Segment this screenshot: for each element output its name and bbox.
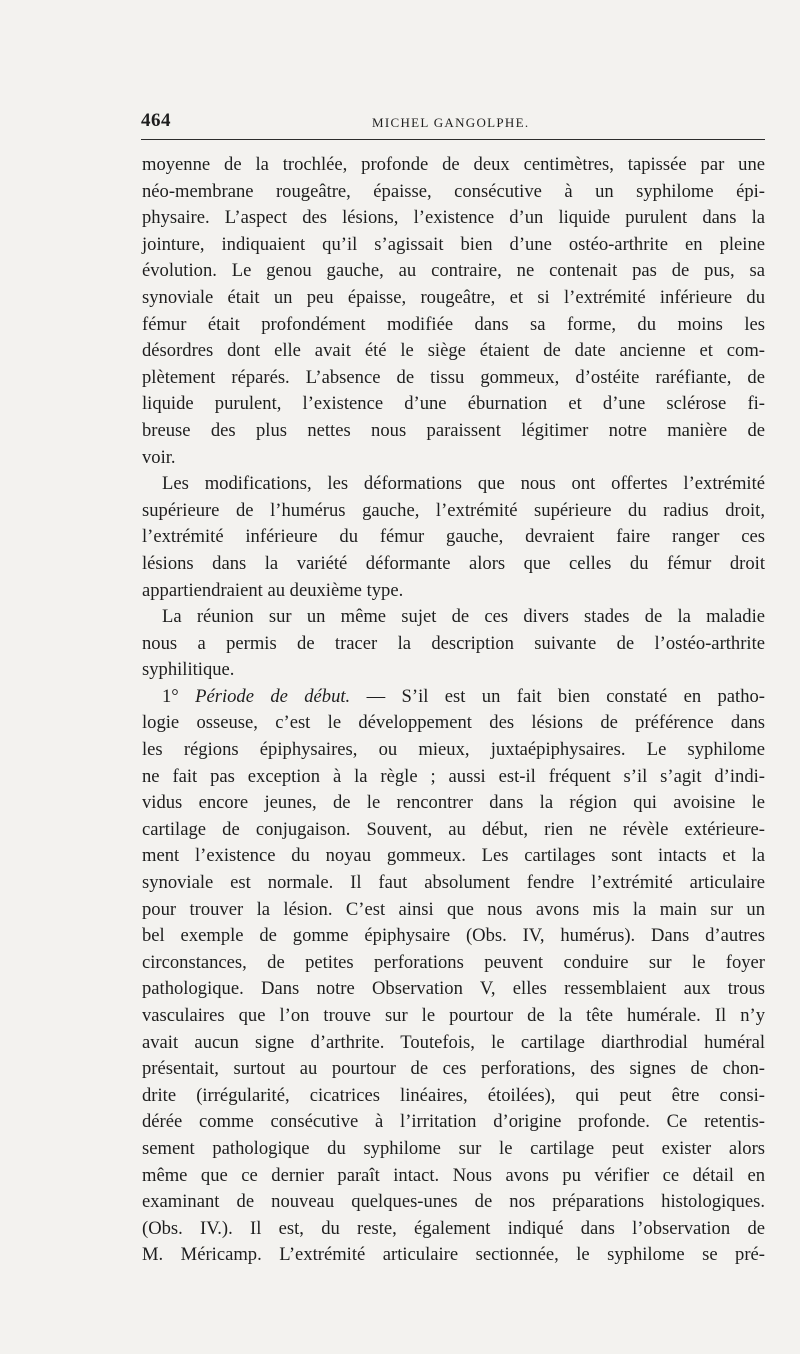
text-line	[142, 445, 765, 472]
text-line	[142, 631, 765, 658]
line-text: syphilitique.	[142, 659, 235, 681]
line-text: cartilage de conjugaison. Souvent, au début, rien ne révèle extérieure-	[142, 818, 765, 840]
text-line	[142, 312, 765, 339]
line-text: breuse des plus nettes nous paraissent légitimer notre manière de	[142, 419, 765, 441]
line-text: les régions épiphysaires, ou mieux, juxtaépiphysaires. Le syphilome	[142, 739, 765, 761]
text-line	[142, 1083, 765, 1110]
line-text: lésions dans la variété déformante alors que celles du fémur droit	[142, 552, 765, 574]
text-line	[142, 843, 765, 870]
line-text: vasculaires que l’on trouve sur le pourtour de la tête humérale. Il n’y	[142, 1005, 765, 1026]
line-text: bel exemple de gomme épiphysaire (Obs. IV, humérus). Dans d’autres	[142, 925, 765, 947]
text-line	[142, 684, 765, 711]
line-text: jointure, indiquaient qu’il s’agissait bien d’une ostéo-arthrite en pleine	[142, 233, 765, 255]
text-line	[142, 578, 765, 605]
line-text: drite (irrégularité, cicatrices linéaires, étoilées), qui peut être consi-	[142, 1084, 765, 1106]
line-text: vidus encore jeunes, de le rencontrer dans la région qui avoisine le	[142, 792, 765, 814]
text-line	[142, 1109, 765, 1136]
text-line	[142, 205, 765, 232]
text-line	[142, 365, 765, 392]
text-line	[142, 391, 765, 418]
line-text: M. Méricamp. L’extrémité articulaire sectionnée, le syphilome se pré-	[142, 1244, 765, 1266]
text-line	[142, 1163, 765, 1190]
line-text: présentait, surtout au pourtour de ces perforations, des signes de chon-	[142, 1058, 765, 1080]
line-text: supérieure de l’humérus gauche, l’extrémité supérieure du radius droit,	[142, 499, 765, 521]
text-line	[142, 1030, 765, 1057]
text-line	[142, 897, 765, 924]
text-line	[142, 657, 765, 684]
line-text: moyenne de la trochlée, profonde de deux centimètres, tapissée par une	[142, 154, 765, 175]
header-rule	[141, 139, 765, 140]
text-line	[142, 285, 765, 312]
page-header	[141, 104, 765, 134]
line-text: pour trouver la lésion. C’est ainsi que nous avons mis la main sur un	[142, 898, 765, 920]
text-line	[142, 950, 765, 977]
text-line	[142, 790, 765, 817]
line-text: synoviale est normale. Il faut absolument fendre l’extrémité articulaire	[142, 872, 765, 894]
line-text: même que ce dernier paraît intact. Nous avons pu vérifier ce détail en	[142, 1164, 765, 1186]
text-line	[142, 710, 765, 737]
line-text: (Obs. IV.). Il est, du reste, également indiqué dans l’observation de	[142, 1217, 765, 1239]
section-title: Période de début.	[195, 685, 351, 707]
line-text: voir.	[142, 446, 176, 468]
text-line	[142, 338, 765, 365]
text-line	[142, 817, 765, 844]
line-text: liquide purulent, l’existence d’une éburnation et d’une sclérose fi-	[142, 393, 765, 415]
text-line	[142, 764, 765, 791]
text-line	[142, 524, 765, 551]
text-line	[142, 232, 765, 259]
text-line	[142, 737, 765, 764]
line-text: désordres dont elle avait été le siège étaient de date ancienne et com-	[142, 340, 765, 362]
line-text: l’extrémité inférieure du fémur gauche, devraient faire ranger ces	[142, 526, 765, 548]
text-line	[142, 1242, 765, 1269]
text-line	[142, 604, 765, 631]
text-line	[142, 923, 765, 950]
line-text: synoviale était un peu épaisse, rougeâtre, et si l’extrémité inférieure du	[142, 286, 765, 308]
line-text: nous a permis de tracer la description suivante de l’ostéo-arthrite	[142, 632, 765, 654]
line-text: circonstances, de petites perforations peuvent conduire sur le foyer	[142, 951, 765, 973]
text-line	[142, 258, 765, 285]
line-text: examinant de nouveau quelques-unes de nos préparations histologiques.	[142, 1191, 765, 1213]
text-line	[142, 152, 765, 179]
body-text	[142, 152, 765, 1269]
running-head: MICHEL GANGOLPHE.	[372, 115, 530, 130]
line-text: Les modifications, les déformations que nous ont offertes l’extrémité	[162, 473, 765, 495]
text-line	[142, 418, 765, 445]
text-line	[142, 976, 765, 1003]
line-text: La réunion sur un même sujet de ces divers stades de la maladie	[162, 606, 765, 628]
line-text: pathologique. Dans notre Observation V, elles ressemblaient aux trous	[142, 978, 765, 1000]
line-text: sement pathologique du syphilome sur le cartilage peut exister alors	[142, 1137, 765, 1159]
text-line	[142, 870, 765, 897]
line-text: fémur était profondément modifiée dans sa forme, du moins les	[142, 313, 765, 335]
text-line	[142, 1003, 765, 1030]
line-text: dérée comme consécutive à l’irritation d’origine profonde. Ce retentis-	[142, 1111, 765, 1133]
text-line	[142, 179, 765, 206]
text-line	[142, 498, 765, 525]
text-line	[142, 1216, 765, 1243]
line-text: appartiendraient au deuxième type.	[142, 579, 404, 601]
text-line	[142, 1136, 765, 1163]
text-line	[142, 551, 765, 578]
line-text: physaire. L’aspect des lésions, l’existence d’un liquide purulent dans la	[142, 207, 765, 229]
line-text: ne fait pas exception à la règle ; aussi est-il fréquent s’il s’agit d’indi-	[142, 765, 765, 787]
line-text: avait aucun signe d’arthrite. Toutefois, le cartilage diarthrodial huméral	[142, 1031, 765, 1053]
text-line	[142, 1056, 765, 1083]
text-line	[142, 471, 765, 498]
page-number: 464	[141, 110, 171, 131]
line-text: évolution. Le genou gauche, au contraire, ne contenait pas de pus, sa	[142, 260, 765, 282]
line-text: logie osseuse, c’est le développement des lésions de préférence dans	[142, 712, 765, 734]
text-line	[142, 1189, 765, 1216]
line-text: — S’il est un fait bien constaté en patho-	[350, 685, 765, 707]
line-text: néo-membrane rougeâtre, épaisse, consécutive à un syphilome épi-	[142, 180, 765, 202]
line-text: plètement réparés. L’absence de tissu gommeux, d’ostéite raréfiante, de	[142, 366, 765, 388]
section-number: 1°	[162, 685, 196, 707]
line-text: ment l’existence du noyau gommeux. Les cartilages sont intacts et la	[142, 845, 765, 867]
